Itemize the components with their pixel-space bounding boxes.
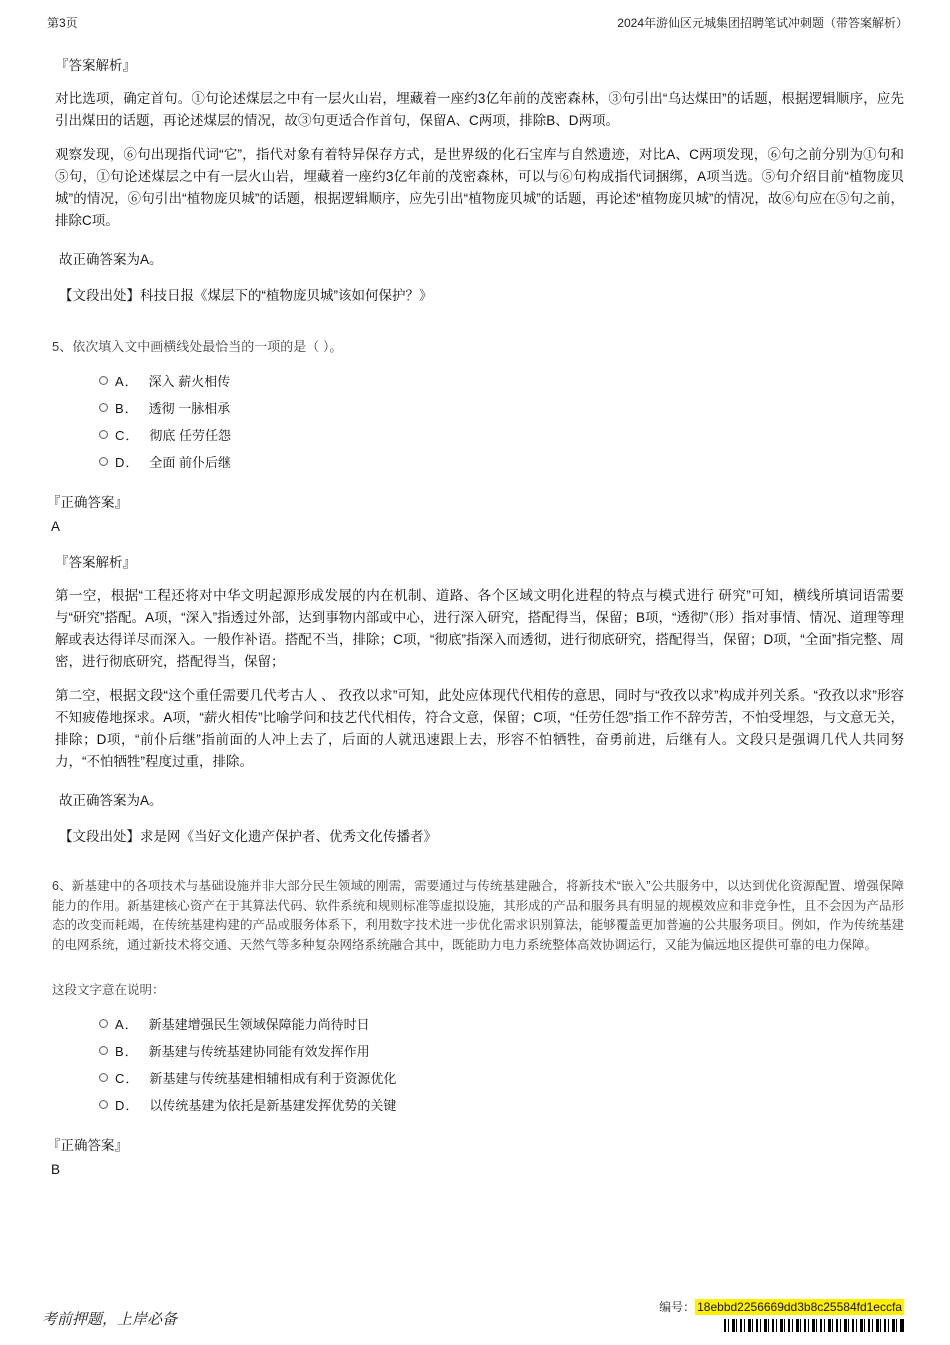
analysis-paragraph-1: 对比选项，确定首句。①句论述煤层之中有一层火山岩，埋藏着一座约3亿年前的茂密森林，③句引出“乌达煤田”的话题，根据逻辑顺序，应先引出煤田的话题，再论述煤层的情况，故③句更适合作首句，保留A、C两项，排除B、D两项。 (55, 91, 904, 128)
radio-button-icon[interactable] (99, 376, 108, 385)
q5-option-b-label: B． (115, 401, 139, 416)
q6-correct-answer: B (51, 1162, 61, 1177)
q6-option-b[interactable] (47, 1037, 904, 1064)
footer-slogan: 考前押题，上岸必备 (42, 1312, 178, 1328)
q5-option-c-label: C． (115, 428, 140, 443)
serial-block (659, 1298, 904, 1337)
q5-conclusion: 故正确答案为A。 (59, 793, 163, 808)
serial-value: 18ebbd2256669dd3b8c25584fd1eccfa (697, 1300, 902, 1314)
q6-option-a[interactable] (47, 1010, 904, 1037)
analysis-paragraph-2: 观察发现，⑥句出现指代词“它”，指代对象有着特异保存方式，是世界级的化石宝库与自然遗迹，对比A、C两项发现，⑥句之前分别为①句和⑤句，①句论述煤层之中有一层火山岩，埋藏着一座约3亿年前的茂密森林，可以与⑥句构成指代词捆绑，A项当选。⑤句介绍目前“植物庞贝城”的情况，⑥句引出“植物庞贝城”的话题，根据逻辑顺序，应先引出“植物庞贝城”的话题，再论述“植物庞贝城”的情况，故⑥句应在⑤句之前，排除C项。 (55, 147, 904, 228)
radio-button-icon[interactable] (99, 1073, 108, 1082)
q5-option-c[interactable] (47, 421, 904, 448)
page-header (47, 14, 908, 31)
q5-option-a-label: A． (115, 374, 139, 389)
page-footer (42, 1298, 904, 1337)
radio-button-icon[interactable] (99, 1019, 108, 1028)
q6-option-a-label: A． (115, 1017, 139, 1032)
q5-option-a-text: 深入 薪火相传 (148, 374, 231, 389)
doc-title: 2024年游仙区元城集团招聘笔试冲刺题（带答案解析） (617, 16, 908, 30)
radio-button-icon[interactable] (99, 1046, 108, 1055)
q5-option-b-text: 透彻 一脉相承 (148, 401, 231, 416)
q6-option-d-text: 以传统基建为依托是新基建发挥优势的关键 (149, 1098, 397, 1113)
q5-source: 【文段出处】求是网《当好文化遗产保护者、优秀文化传播者》 (59, 829, 437, 844)
radio-button-icon[interactable] (99, 403, 108, 412)
q6-stem: 6、新基建中的各项技术与基础设施并非大部分民生领域的刚需，需要通过与传统基建融合，将新技术“嵌入”公共服务中，以达到优化资源配置、增强保障能力的作用。新基建核心资产在于其算法代码、软件系统和规则标准等虚拟设施，其形成的产品和服务具有明显的规模效应和非竞争性，且不会因为产品形态的改变而耗竭，在传统基建构建的产品或服务体系下，利用数字技术进一步优化需求识别算法，能够覆盖更加普遍的公共服务项目。例如，作为传统基建的电网系统，通过新技术将交通、天然气等多种复杂网络系统融合其中，既能助力电力系统整体高效协调运行，又能为偏远地区提供可靠的电力保障。 (52, 879, 904, 952)
q5-analysis-header: 『答案解析』 (55, 555, 136, 570)
page-content (47, 50, 904, 1180)
q6-option-d-label: D． (115, 1098, 140, 1113)
barcode (724, 1319, 904, 1332)
q5-option-d-text: 全面 前仆后继 (149, 455, 232, 470)
radio-button-icon[interactable] (99, 1100, 108, 1109)
q5-analysis-paragraph-2: 第二空，根据文段“这个重任需要几代考古人 、 孜孜以求”可知，此处应体现代代相传的意思，同时与“孜孜以求”构成并列关系。“孜孜以求”形容不知疲倦地探求。A项，“薪火相传”比喻学问和技艺代代相传，符合文意，保留；C项，“任劳任怨”指工作不辞劳苦，不怕受埋怨，与文意无关，排除；D项，“前仆后继”指前面的人冲上去了，后面的人就迅速跟上去，形容不怕牺牲，奋勇前进，后继有人。文段只是强调几代人共同努力，“不怕牺牲”程度过重，排除。 (55, 688, 904, 769)
q6-options (47, 1010, 904, 1118)
q6-option-b-text: 新基建与传统基建协同能有效发挥作用 (148, 1044, 370, 1059)
q5-analysis-paragraph-1: 第一空，根据“工程还将对中华文明起源形成发展的内在机制、道路、各个区域文明化进程的特点与模式进行 研究”可知，横线所填词语需要与“研究”搭配。A项，“深入”指透过外部，达到事物内部或中心，进行深入研究，搭配得当，保留；B项，“透彻”（形）指对事情、情况、道理等理解或表达得详尽而深入。一般作补语。搭配不当，排除；C项，“彻底”指深入而透彻，进行彻底研究，搭配得当，保留；D项，“全面”指完整、周密，进行彻底研究，搭配得当，保留； (55, 588, 904, 669)
radio-button-icon[interactable] (99, 457, 108, 466)
serial-line (659, 1298, 904, 1315)
q5-option-d-label: D． (115, 455, 140, 470)
q6-option-c-text: 新基建与传统基建相辅相成有利于资源优化 (149, 1071, 397, 1086)
q5-options (47, 367, 904, 475)
source-prev: 【文段出处】科技日报《煤层下的“植物庞贝城”该如何保护？》 (59, 288, 433, 303)
q6-option-a-text: 新基建增强民生领域保障能力尚待时日 (148, 1017, 370, 1032)
q6-option-c-label: C． (115, 1071, 140, 1086)
page-number: 第3页 (47, 16, 78, 30)
analysis-header-prev: 『答案解析』 (55, 58, 136, 73)
q5-option-d[interactable] (47, 448, 904, 475)
q5-correct-answer-header: 『正确答案』 (47, 495, 128, 510)
radio-button-icon[interactable] (99, 430, 108, 439)
serial-label: 编号： (659, 1300, 696, 1314)
q5-correct-answer: A (51, 519, 61, 534)
q5-option-c-text: 彻底 任劳任怨 (149, 428, 232, 443)
q6-prompt: 这段文字意在说明： (52, 983, 165, 997)
conclusion-prev: 故正确答案为A。 (59, 252, 163, 267)
q5-option-a[interactable] (47, 367, 904, 394)
q5-stem: 5、依次填入文中画横线处最恰当的一项的是（ ）。 (52, 339, 343, 354)
q6-option-c[interactable] (47, 1064, 904, 1091)
q6-option-d[interactable] (47, 1091, 904, 1118)
q6-correct-answer-header: 『正确答案』 (47, 1138, 128, 1153)
q5-option-b[interactable] (47, 394, 904, 421)
q6-option-b-label: B． (115, 1044, 139, 1059)
